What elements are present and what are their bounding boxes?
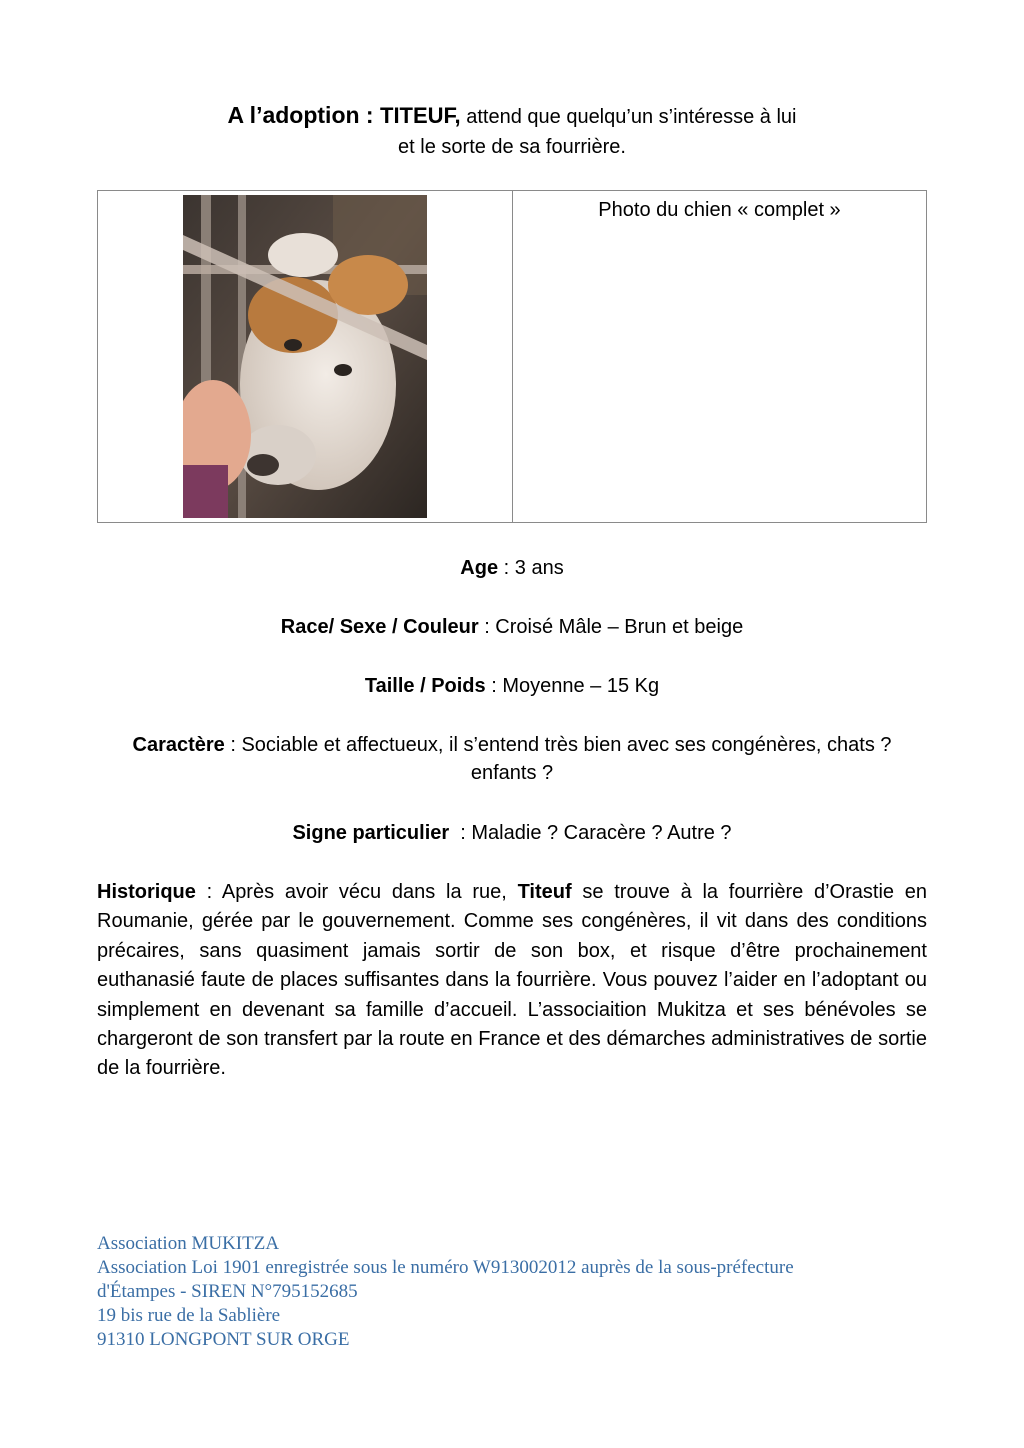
photo-table (97, 190, 927, 523)
age-value: : 3 ans (498, 557, 564, 579)
footer-line-4: 19 bis rue de la Sablière (97, 1305, 281, 1326)
dog-photo (183, 195, 427, 518)
signe-value: : Maladie ? Caracère ? Autre ? (449, 822, 732, 844)
info-signe (97, 819, 927, 847)
footer-line-2: Association Loi 1901 enregistrée sous le numéro W913002012 auprès de la sous-préfecture (97, 1257, 794, 1278)
page-title (97, 100, 927, 162)
info-age (97, 554, 927, 582)
historique-label: Historique (97, 881, 196, 903)
info-caractere (97, 731, 927, 787)
footer-line-5: 91310 LONGPONT SUR ORGE (97, 1329, 350, 1350)
signe-label: Signe particulier (292, 822, 450, 844)
caractere-label: Caractère (132, 734, 225, 756)
dog-name-title: TITEUF, (380, 103, 461, 128)
title-lead: A l’adoption : (227, 102, 380, 128)
title-line-2: et le sorte de sa fourrière. (398, 136, 626, 158)
historique-part2: se trouve à la fourrière d’Orastie en Roumanie, gérée par le gouvernement. Comme ses congénères, il vit dans des conditions précaires, sans quasiment jamais sortir de son box, et risque d’être prochainement euthanasié faute de places suffisantes dans la fourrière. Vous pouvez l’aider en l’adoptant ou simplement en devenant sa famille d’accueil. L’associaition Mukitza et ses bénévoles se chargeront de son transfert par la route en France et des démarches administratives de sortie de la fourrière. (97, 881, 927, 1080)
photo-placeholder-caption: Photo du chien « complet » (598, 199, 841, 221)
historique-part1: : Après avoir vécu dans la rue, (195, 881, 518, 903)
footer-line-1: Association MUKITZA (97, 1233, 280, 1254)
historique-dog-name: Titeuf (517, 881, 572, 903)
race-value: : Croisé Mâle – Brun et beige (478, 616, 744, 638)
age-label: Age (460, 557, 499, 579)
title-rest: attend que quelqu’un s’intéresse à lui (460, 106, 797, 128)
association-footer (97, 1232, 927, 1352)
taille-label: Taille / Poids (364, 675, 486, 697)
info-taille (97, 672, 927, 700)
title-line-1 (97, 100, 927, 132)
taille-value: : Moyenne – 15 Kg (485, 675, 660, 697)
photo-cell-left (98, 191, 513, 522)
historique-paragraph (97, 878, 927, 1084)
photo-cell-right (513, 191, 926, 522)
race-label: Race/ Sexe / Couleur (280, 616, 479, 638)
footer-line-3: d'Étampes - SIREN N°795152685 (97, 1281, 358, 1302)
caractere-value: : Sociable et affectueux, il s’entend très bien avec ses congénères, chats ? enfants ? (224, 734, 892, 784)
info-race (97, 613, 927, 641)
